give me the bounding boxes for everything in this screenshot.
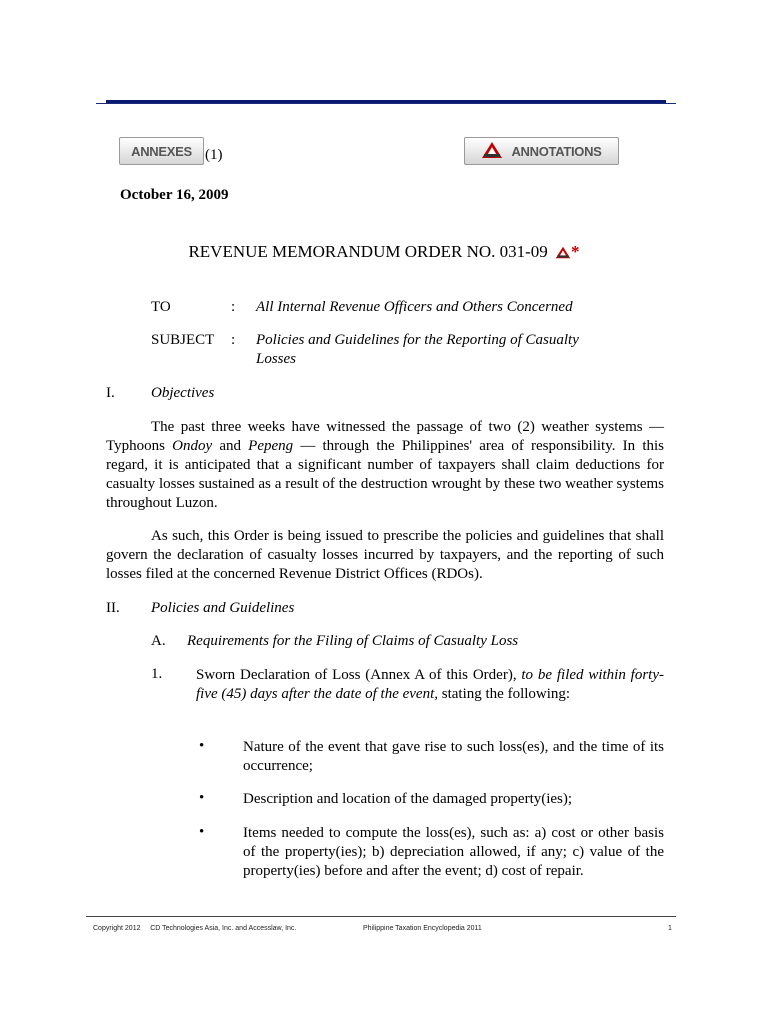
section-1-paragraph-1 [106, 418, 664, 513]
subject-separator: : [231, 332, 236, 348]
typhoon-ondoy: Ondoy [172, 438, 213, 454]
bullet-3-text: Items needed to compute the loss(es), such as: a) cost or other basis of the property(ies); b) depreciation allowed, if any; c) value of the property(ies) before and after the event; d) cost of repair. [243, 825, 664, 879]
document-title-text: REVENUE MEMORANDUM ORDER NO. 031-09 [188, 242, 548, 261]
section-2-title: Policies and Guidelines [151, 600, 295, 616]
section-2-number: II. [106, 600, 120, 616]
bullet-marker: • [199, 738, 205, 754]
footer-page-number: 1 [668, 925, 672, 932]
title-marker: * [571, 242, 580, 261]
annexes-count: (1) [205, 147, 223, 163]
section-1-title: Objectives [151, 385, 215, 401]
bullet-marker: • [199, 824, 205, 840]
annotation-link-icon[interactable] [555, 244, 571, 264]
subject-value-line2: Losses [256, 351, 297, 367]
to-separator: : [231, 299, 236, 315]
footer-copyright: Copyright 2012 CD Technologies Asia, Inc. and Accesslaw, Inc. [93, 925, 297, 932]
para1-text-c: — through the Philippines' area of responsibility. In this regard, it is anticipated that a significant number of taxpayers shall claim deductions for casualty losses sustained as a result of the destruction wrought by these two weather systems throughout Luzon. [106, 438, 664, 511]
annotations-button[interactable] [464, 137, 619, 165]
subject-label: SUBJECT [151, 332, 215, 348]
section-1-number: I. [106, 385, 115, 401]
item1-text-b: stating the following: [438, 686, 571, 702]
footer-publication: Philippine Taxation Encyclopedia 2011 [363, 925, 482, 932]
bullet-marker: • [199, 790, 205, 806]
para2-text: As such, this Order is being issued to prescribe the policies and guidelines that shall govern the declaration of casualty losses incurred by taxpayers, and the reporting of such losses filed at the concerned Revenue District Offices (RDOs). [106, 528, 664, 582]
document-date: October 16, 2009 [120, 187, 229, 203]
bullet-1-text: Nature of the event that gave rise to such loss(es), and the time of its occurrence; [243, 739, 664, 774]
item-1-number: 1. [151, 666, 163, 682]
annotations-button-label: ANNOTATIONS [511, 143, 602, 159]
para1-text-a: The past three weeks have witnessed the passage of two (2) weather systems — Typhoons [106, 419, 664, 454]
annotation-logo-icon [481, 141, 511, 162]
to-label: TO [151, 299, 171, 315]
document-title [0, 242, 768, 264]
item1-text-a: Sworn Declaration of Loss (Annex A of this Order), [196, 667, 522, 683]
para1-text-b: and [212, 438, 249, 454]
subject-value-line1: Policies and Guidelines for the Reporting of Casualty [256, 332, 579, 348]
header-rule-thin [96, 103, 676, 104]
to-value: All Internal Revenue Officers and Others Concerned [256, 299, 573, 315]
item-1-text [196, 666, 664, 704]
subsection-a-number: A. [151, 633, 166, 649]
item1-deadline: to be filed within forty-five (45) days after the date of the event, [196, 667, 664, 702]
footer-rule [86, 916, 676, 917]
annexes-button-label: ANNEXES [131, 143, 192, 159]
section-1-paragraph-2 [106, 527, 664, 584]
bullet-2-text: Description and location of the damaged property(ies); [243, 791, 573, 807]
subsection-a-title: Requirements for the Filing of Claims of Casualty Loss [187, 633, 519, 649]
annexes-button[interactable] [119, 137, 204, 165]
typhoon-pepeng: Pepeng [248, 438, 294, 454]
